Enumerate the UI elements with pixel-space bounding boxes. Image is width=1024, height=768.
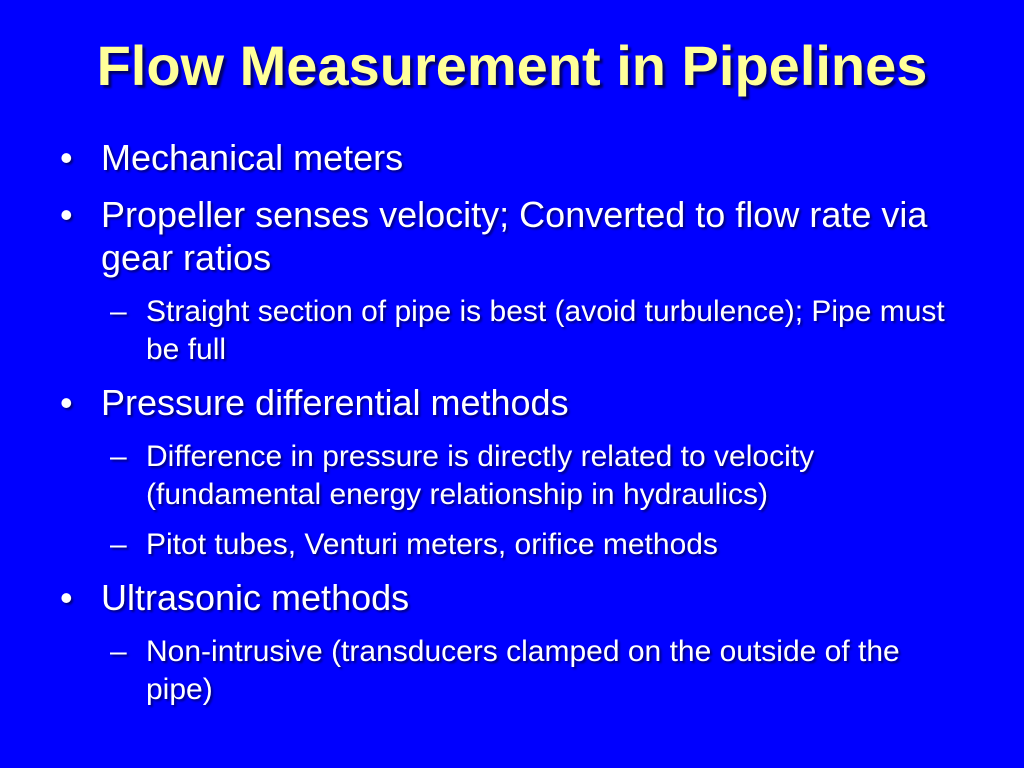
sub-bullet-item bbox=[0, 526, 956, 564]
bullet-text: Pressure differential methods bbox=[101, 382, 569, 423]
bullet-item bbox=[0, 576, 971, 619]
bullet-marker: • bbox=[60, 194, 73, 235]
dash-marker: – bbox=[110, 528, 127, 561]
bullet-text: Ultrasonic methods bbox=[101, 577, 410, 618]
sub-bullet-item bbox=[0, 633, 956, 709]
sub-bullet-text: Difference in pressure is directly related to velocity (fundamental energy relationship in hydraulics) bbox=[146, 440, 815, 511]
slide-title: Flow Measurement in Pipelines bbox=[96, 34, 928, 97]
bullet-marker: • bbox=[60, 577, 73, 618]
sub-bullet-item bbox=[0, 293, 956, 369]
dash-marker: – bbox=[110, 635, 127, 668]
sub-bullet-text: Non-intrusive (transducers clamped on the outside of the pipe) bbox=[146, 635, 900, 706]
bullet-item bbox=[0, 136, 971, 179]
bullet-text: Propeller senses velocity; Converted to flow rate via gear ratios bbox=[101, 194, 928, 278]
bullet-text: Mechanical meters bbox=[101, 137, 404, 178]
sub-bullet-text: Pitot tubes, Venturi meters, orifice methods bbox=[146, 528, 718, 561]
dash-marker: – bbox=[110, 440, 127, 473]
sub-bullet-item bbox=[0, 438, 956, 514]
dash-marker: – bbox=[110, 295, 127, 328]
bullet-item bbox=[0, 193, 971, 279]
bullet-marker: • bbox=[60, 137, 73, 178]
bullet-item bbox=[0, 381, 971, 424]
bullet-marker: • bbox=[60, 382, 73, 423]
bullet-list bbox=[0, 136, 1024, 721]
sub-bullet-text: Straight section of pipe is best (avoid turbulence); Pipe must be full bbox=[146, 295, 945, 366]
